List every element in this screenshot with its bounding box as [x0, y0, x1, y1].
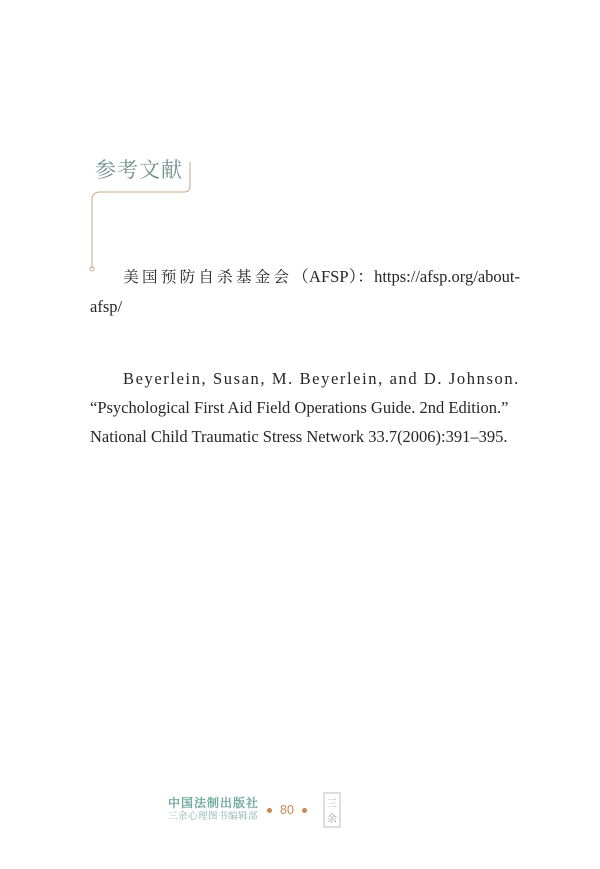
seal-logo-icon [323, 792, 341, 828]
section-heading: 参考文献 [95, 158, 183, 182]
svg-text:余: 余 [326, 814, 337, 825]
bullet-dot-icon [302, 808, 307, 813]
reference-cjk-title: 美国预防自杀基金会 [123, 268, 293, 286]
bullet-dot-icon [267, 808, 272, 813]
svg-text:三: 三 [326, 799, 337, 810]
publisher-name: 中国法制出版社 [168, 796, 260, 810]
reference-source: National Child Traumatic Stress Network 33.7(2006):391–395. [90, 427, 508, 446]
publisher-block [168, 796, 259, 824]
publisher-department: 三余心理图书编辑部 [168, 811, 259, 822]
reference-item-afsp [90, 262, 520, 321]
page-footer [168, 790, 341, 830]
reference-authors: Beyerlein, Susan, M. Beyerlein, and D. Johnson. [123, 369, 520, 388]
reference-item-beyerlein [90, 364, 520, 451]
reference-url: （AFSP）：https://afsp.org/about-afsp/ [90, 267, 520, 316]
page-number: 80 [280, 803, 294, 817]
reference-title: “Psychological First Aid Field Operations Guide. 2nd Edition.” [90, 398, 509, 417]
